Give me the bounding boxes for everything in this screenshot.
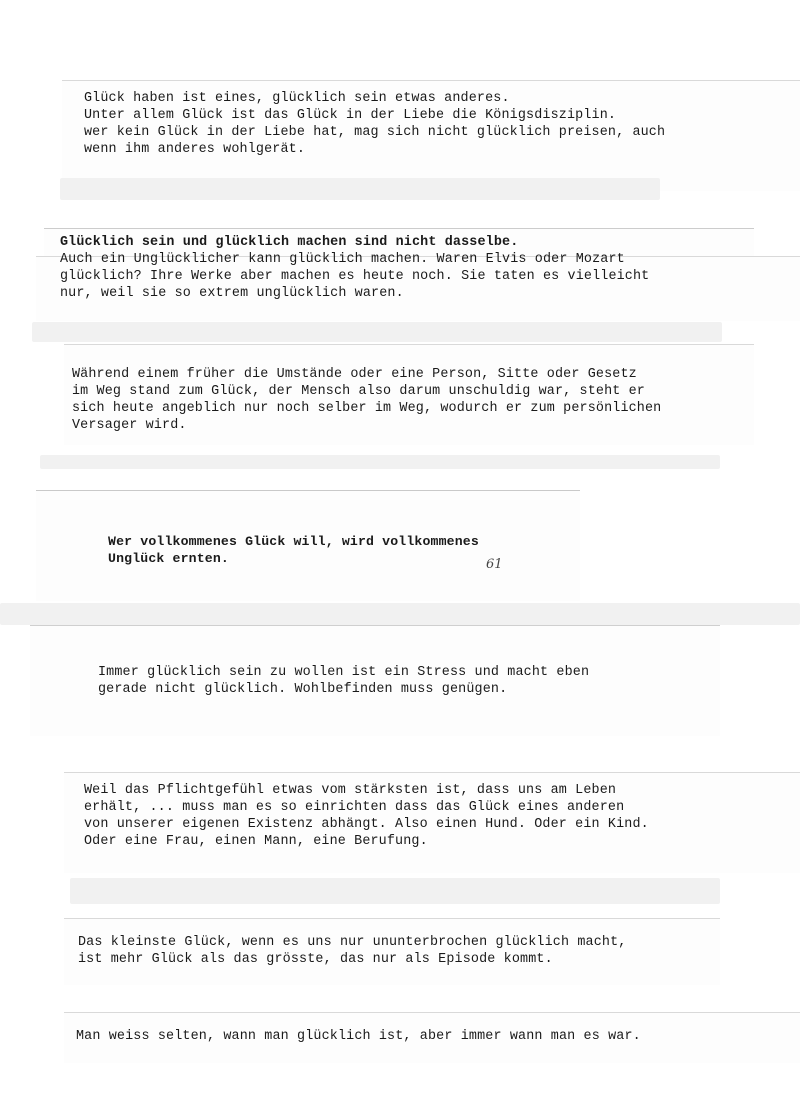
text-line: Weil das Pflichtgefühl etwas vom stärksten ist, dass uns am Leben [84,783,617,798]
scan-smudge [70,878,720,904]
text-line: Unglück ernten. [108,551,229,566]
text-line: Glücklich sein und glücklich machen sind nicht dasselbe. [60,235,519,250]
paragraph-man-weiss-selten [76,1028,641,1045]
scan-smudge [40,455,720,469]
handwritten-page-number: 61 [486,557,503,572]
text-line: Auch ein Unglücklicher kann glücklich machen. Waren Elvis oder Mozart [60,252,625,267]
text-line: Wer vollkommenes Glück will, wird vollkommenes [108,534,479,549]
paragraph-kleinste-glueck [78,934,626,968]
text-line: glücklich? Ihre Werke aber machen es heute noch. Sie taten es vielleicht [60,269,650,284]
text-line: Versager wird. [72,418,187,433]
text-line: gerade nicht glücklich. Wohlbefinden muss genügen. [98,682,508,697]
text-line: sich heute angeblich nur noch selber im Weg, wodurch er zum persönlichen [72,401,662,416]
text-line: Unter allem Glück ist das Glück in der Liebe die Königsdisziplin. [84,108,617,123]
text-line: wenn ihm anderes wohlgerät. [84,142,306,157]
text-line: Man weiss selten, wann man glücklich ist, aber immer wann man es war. [76,1029,641,1044]
text-line: Das kleinste Glück, wenn es uns nur ununterbrochen glücklich macht, [78,935,627,950]
scan-smudge [0,603,800,625]
text-line: von unserer eigenen Existenz abhängt. Also einen Hund. Oder ein Kind. [84,817,649,832]
scan-smudge [32,322,722,342]
text-line: im Weg stand zum Glück, der Mensch also darum unschuldig war, steht er [72,384,645,399]
text-line: Oder eine Frau, einen Mann, eine Berufung. [84,834,428,849]
text-line: erhält, ... muss man es so einrichten dass das Glück eines anderen [84,800,625,815]
text-line: nur, weil sie so extrem unglücklich waren. [60,286,404,301]
paragraph-glueck-haben [84,90,665,158]
paragraph-gluecklich-machen [60,234,649,302]
paragraph-vollkommenes-glueck [108,533,479,567]
text-line: Immer glücklich sein zu wollen ist ein Stress und macht eben [98,665,590,680]
paragraph-pflichtgefuehl [84,782,649,850]
text-line: wer kein Glück in der Liebe hat, mag sich nicht glücklich preisen, auch [84,125,666,140]
text-line: Während einem früher die Umstände oder eine Person, Sitte oder Gesetz [72,367,637,382]
text-line: ist mehr Glück als das grösste, das nur als Episode kommt. [78,952,553,967]
text-line: Glück haben ist eines, glücklich sein etwas anderes. [84,91,510,106]
paragraph-wohlbefinden [98,664,589,698]
paragraph-versager [72,366,661,434]
scan-smudge [60,178,660,200]
